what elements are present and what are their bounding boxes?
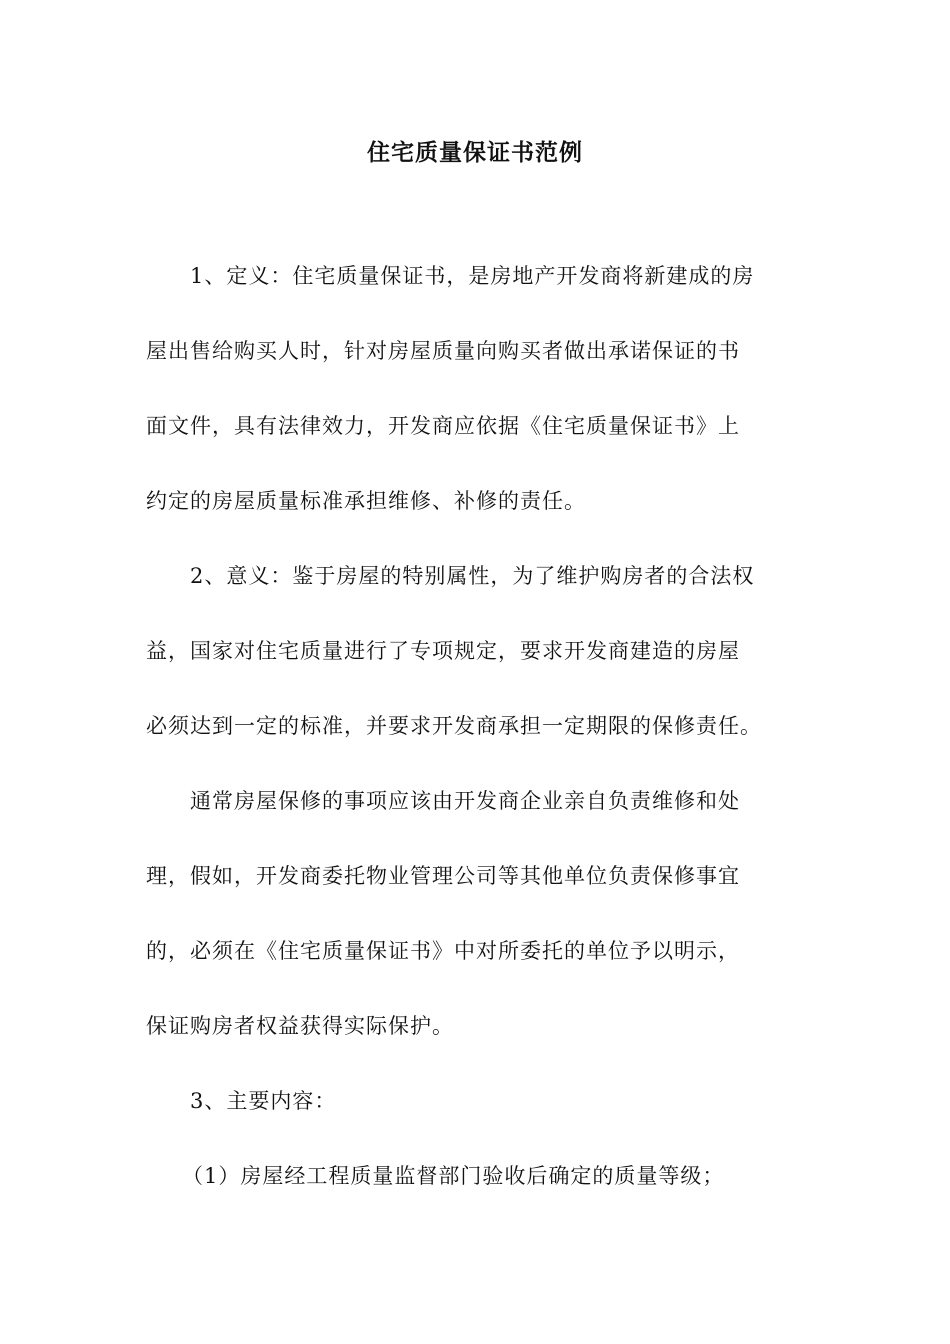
paragraph-definition-line-2: 屋出售给购买人时，针对房屋质量向购买者做出承诺保证的书: [146, 339, 740, 363]
paragraph-definition-line-3: 面文件，具有法律效力，开发商应依据《住宅质量保证书》上: [146, 414, 740, 438]
main-content-item-1: （1）房屋经工程质量监督部门验收后确定的质量等级；: [182, 1164, 725, 1188]
section-main-content-heading: 3、主要内容：: [190, 1089, 337, 1113]
paragraph-definition-line-4: 约定的房屋质量标准承担维修、补修的责任。: [146, 489, 586, 513]
paragraph-warranty-line-4: 保证购房者权益获得实际保护。: [146, 1014, 454, 1038]
document-title: 住宅质量保证书范例: [367, 139, 583, 166]
paragraph-warranty-line-2: 理，假如，开发商委托物业管理公司等其他单位负责保修事宜: [146, 864, 740, 888]
paragraph-warranty-line-1: 通常房屋保修的事项应该由开发商企业亲自负责维修和处: [190, 789, 740, 813]
document-body: [146, 0, 810, 1344]
paragraph-warranty-line-3: 的，必须在《住宅质量保证书》中对所委托的单位予以明示，: [146, 939, 740, 963]
paragraph-significance-line-1: 2、意义：鉴于房屋的特别属性，为了维护购房者的合法权: [190, 564, 755, 588]
paragraph-significance-line-3: 必须达到一定的标准，并要求开发商承担一定期限的保修责任。: [146, 714, 762, 738]
paragraph-definition-line-1: 1、定义：住宅质量保证书，是房地产开发商将新建成的房: [190, 264, 755, 288]
paragraph-significance-line-2: 益，国家对住宅质量进行了专项规定，要求开发商建造的房屋: [146, 639, 740, 663]
